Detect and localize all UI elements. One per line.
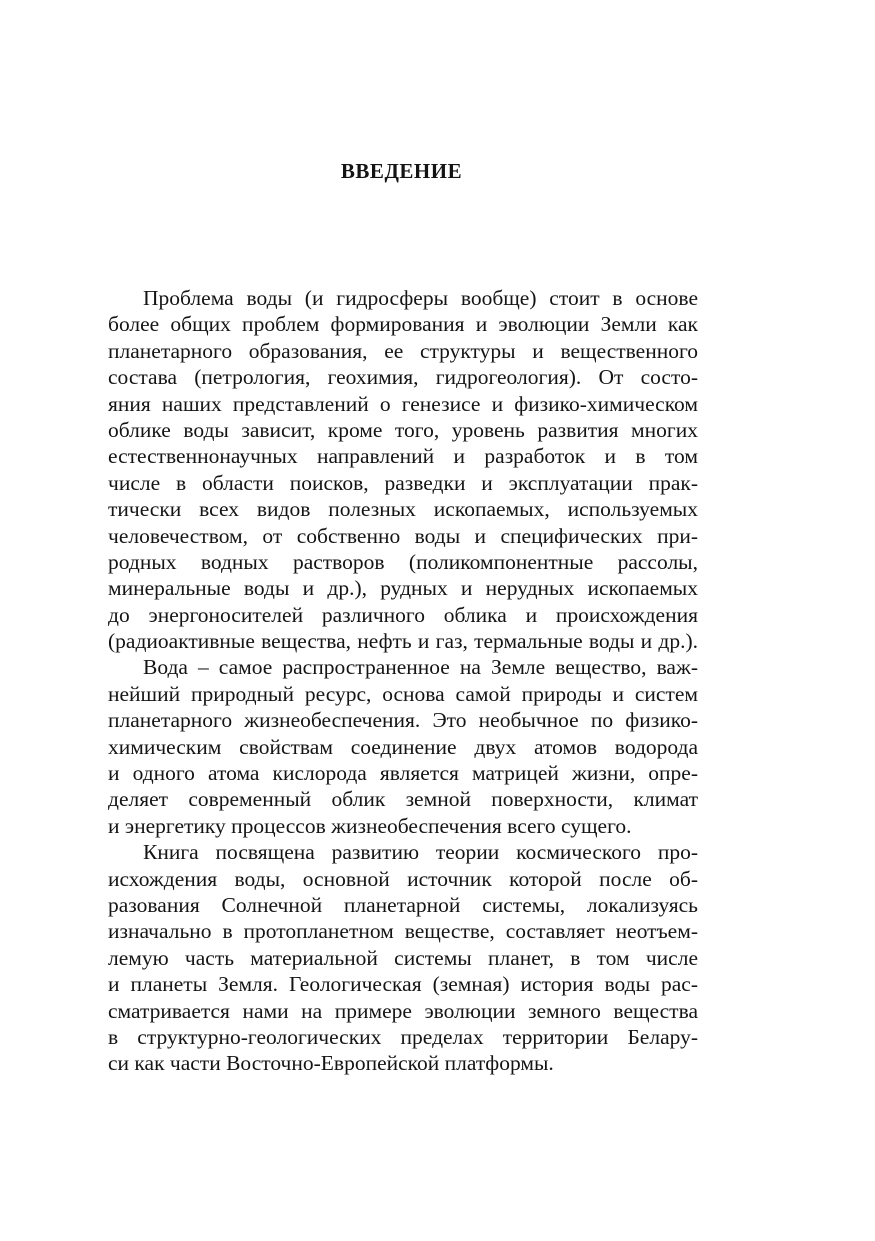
text-line: разования Солнечной планетарной системы, локализуясь (108, 892, 698, 917)
text-line: и энергетику процессов жизнеобеспечения всего сущего. (108, 813, 632, 838)
body-text (108, 285, 698, 1077)
text-line: лемую часть материальной системы планет, в том числе (108, 945, 698, 970)
paragraph-3 (108, 839, 698, 1077)
chapter-title: ВВЕДЕНИЕ (340, 159, 463, 183)
text-line: изначально в протопланетном веществе, составляет неотъем- (108, 919, 698, 944)
text-line: до энергоносителей различного облика и происхождения (108, 602, 698, 627)
text-line: и планеты Земля. Геологическая (земная) история воды рас- (108, 972, 698, 997)
text-line: естественнонаучных направлений и разработок и в том (108, 444, 698, 469)
text-line: сматривается нами на примере эволюции земного вещества (108, 998, 698, 1023)
text-line: в структурно-геологических пределах территории Белару- (108, 1024, 698, 1049)
text-line: яния наших представлений о генезисе и физико-химическом (108, 391, 698, 416)
paragraph-2 (108, 654, 698, 839)
text-line: Книга посвящена развитию теории космического про- (143, 840, 698, 865)
text-line: более общих проблем формирования и эволюции Земли как (108, 312, 698, 337)
text-line: человечеством, от собственно воды и специфических при- (108, 523, 698, 548)
text-line: химическим свойствам соединение двух атомов водорода (108, 734, 698, 759)
text-line: планетарного образования, ее структуры и вещественного (108, 338, 698, 363)
text-line: исхождения воды, основной источник которой после об- (108, 866, 698, 891)
text-line: си как части Восточно-Европейской платформы. (108, 1051, 554, 1076)
text-line: состава (петрология, геохимия, гидрогеология). От состо- (108, 365, 698, 390)
text-line: и одного атома кислорода является матрицей жизни, опре- (108, 761, 698, 786)
text-line: (радиоактивные вещества, нефть и газ, термальные воды и др.). (108, 629, 698, 654)
text-line: минеральные воды и др.), рудных и нерудных ископаемых (108, 576, 698, 601)
text-line: облике воды зависит, кроме того, уровень развития многих (108, 417, 698, 442)
text-line: родных водных растворов (поликомпонентные рассолы, (108, 549, 698, 574)
text-line: числе в области поисков, разведки и эксплуатации прак- (108, 470, 698, 495)
text-line: тически всех видов полезных ископаемых, используемых (108, 497, 698, 522)
paragraph-1 (108, 285, 698, 654)
text-line: Вода – самое распространенное на Земле вещество, важ- (143, 655, 698, 680)
text-line: планетарного жизнеобеспечения. Это необычное по физико- (108, 708, 698, 733)
text-line: деляет современный облик земной поверхности, климат (108, 787, 698, 812)
text-line: Проблема воды (и гидросферы вообще) стоит в основе (143, 286, 698, 310)
text-line: нейший природный ресурс, основа самой природы и систем (108, 681, 698, 706)
